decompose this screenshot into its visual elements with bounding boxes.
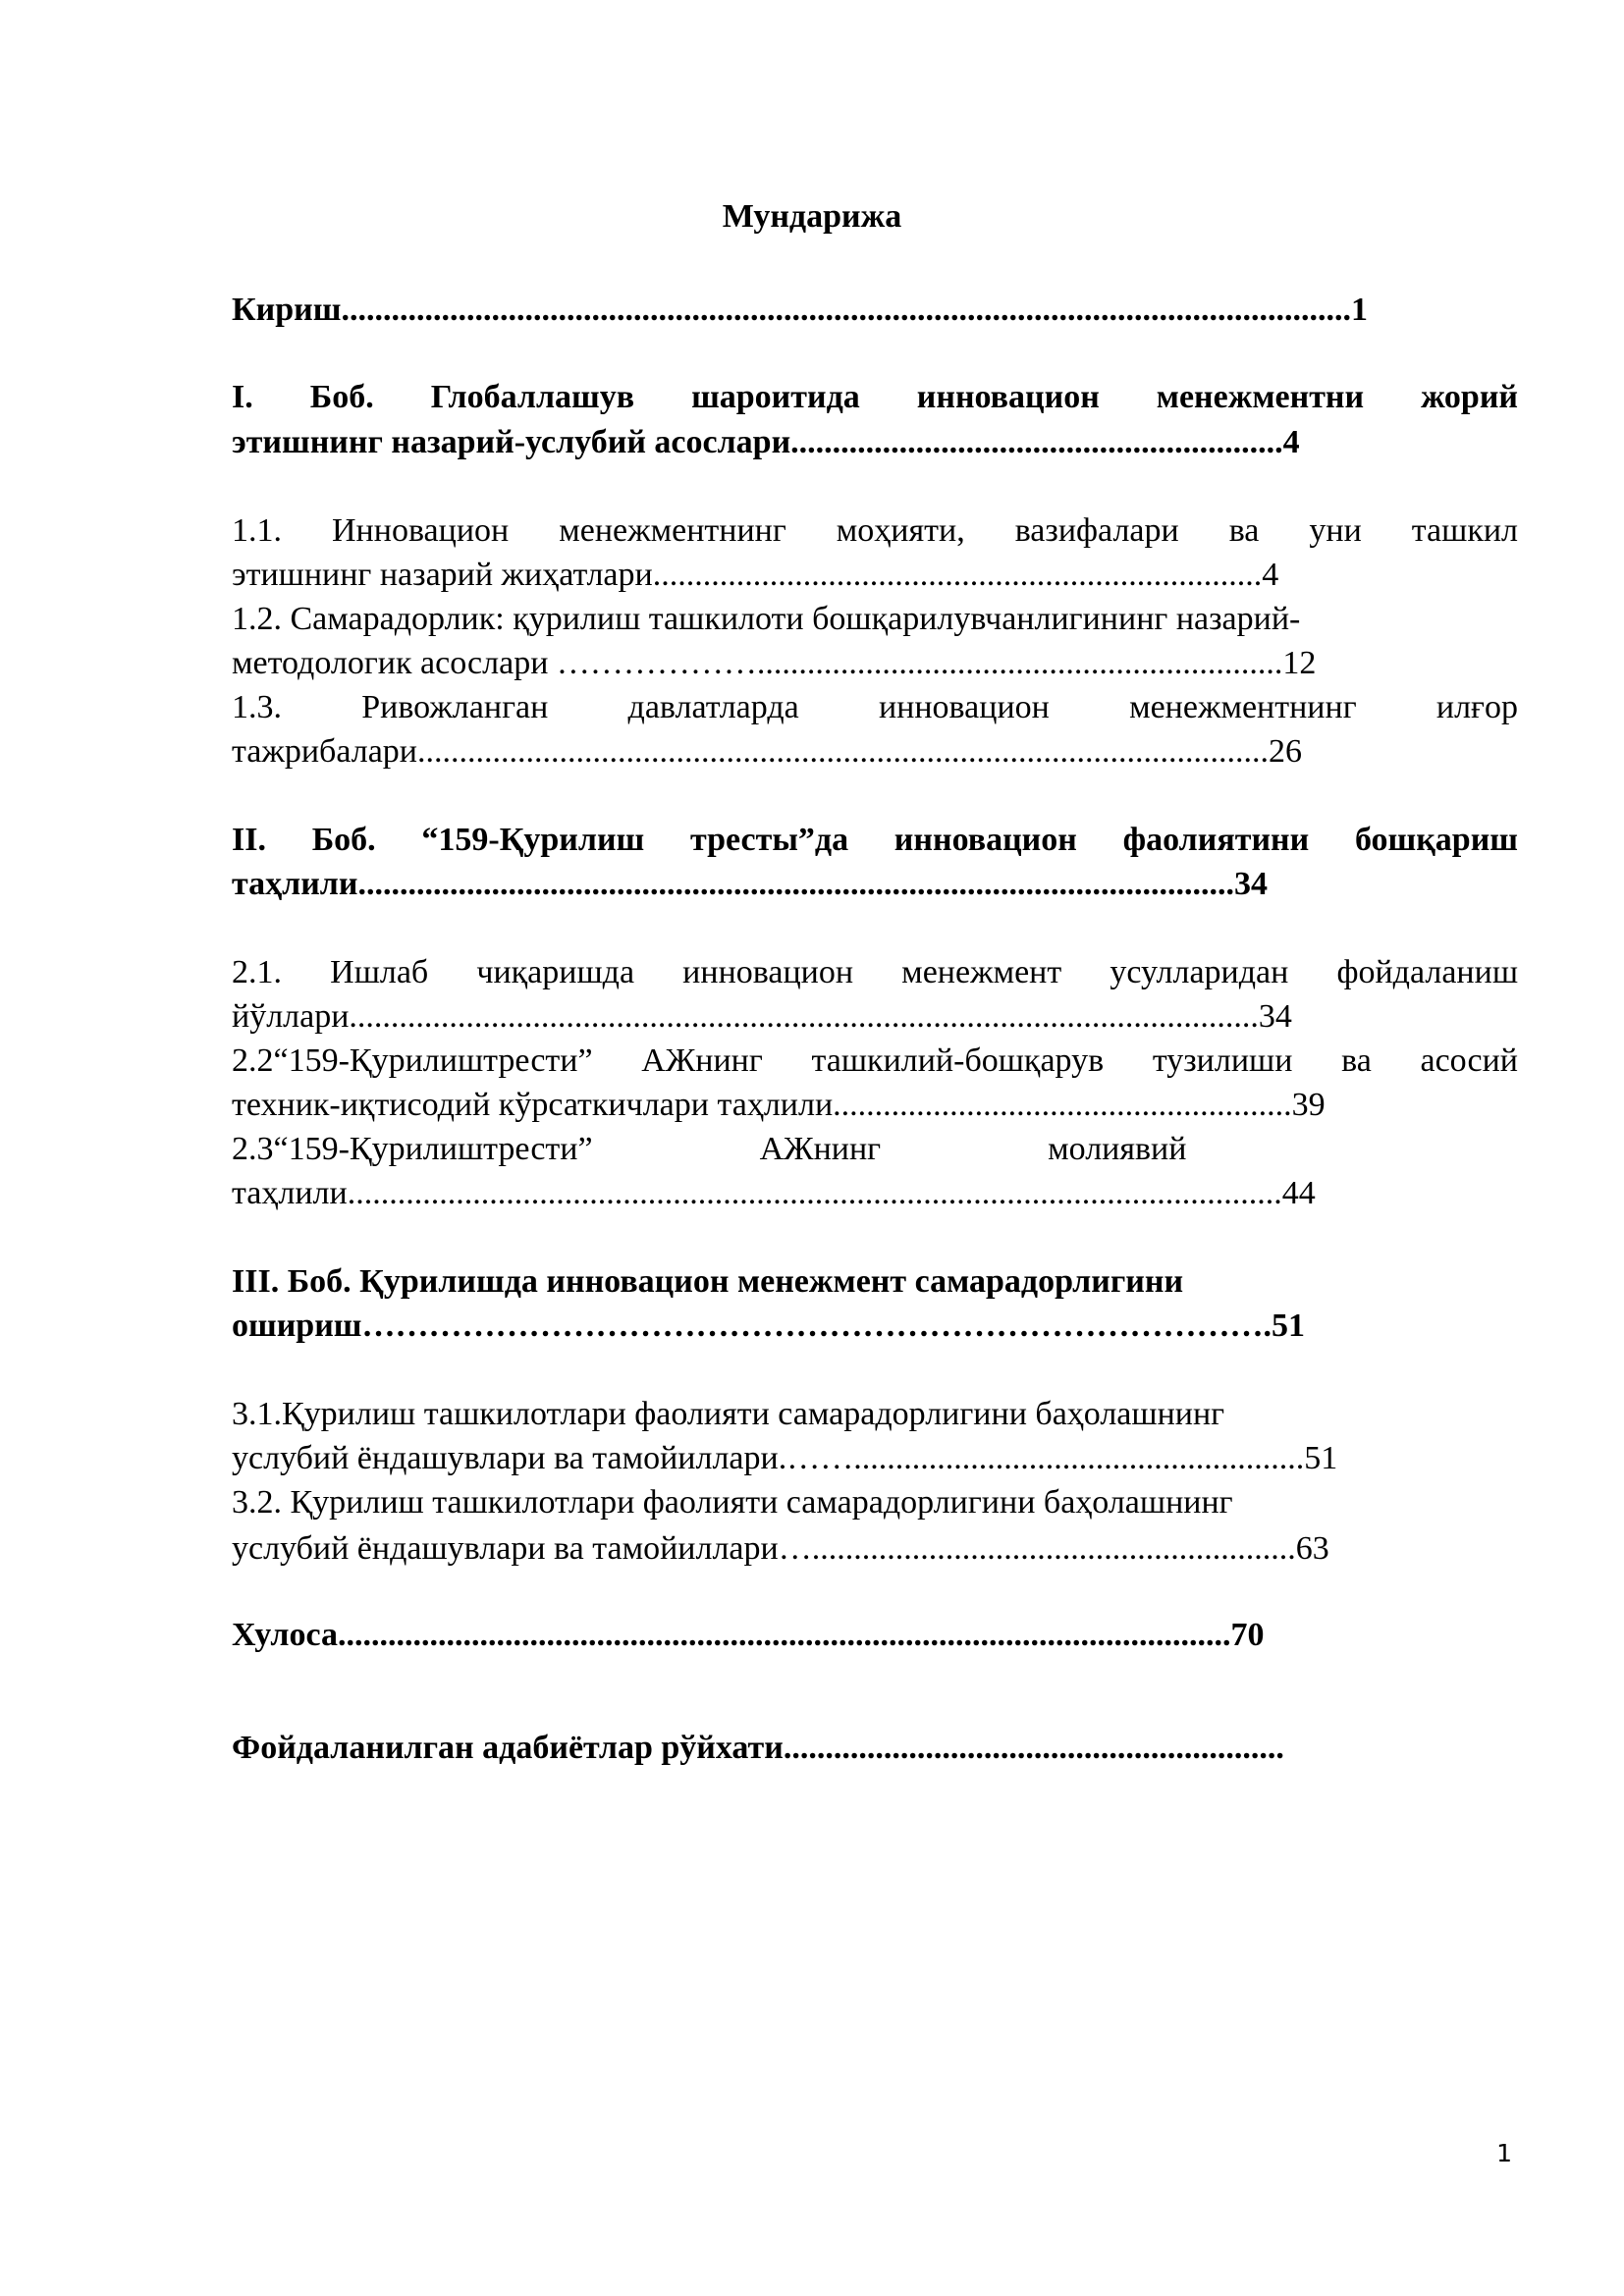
- toc-section-2-1-line-1: 2.1. Ишлаб чиқаришда инновацион менежмент усулларидан фойдаланиш: [232, 954, 1518, 990]
- toc-section-3-1-line-1: 3.1.Қурилиш ташкилотлари фаолияти самарадорлигини баҳолашнинг: [232, 1396, 1225, 1432]
- toc-section-2-1-line-2: йўллари.............................................................................................................34: [232, 998, 1292, 1035]
- toc-section-3-2-line-2: услубий ёндашувлари ва тамойиллари…..........................................................63: [232, 1530, 1329, 1567]
- toc-intro: Кириш.........................................................................................................................1: [232, 292, 1368, 328]
- toc-chapter-1-line-2: этишнинг назарий-услубий асослари...........................................................4: [232, 424, 1300, 460]
- page-title: Мундарижа: [722, 198, 902, 235]
- toc-section-1-2-line-2: методологик асослари ………………...............................................................12: [232, 645, 1317, 681]
- toc-section-1-1-line-1: 1.1. Инновацион менежментнинг моҳияти, вазифалари ва уни ташкил: [232, 512, 1518, 549]
- page-number: 1: [1496, 2139, 1512, 2167]
- toc-section-1-2-line-1: 1.2. Самарадорлик: қурилиш ташкилоти бошқарилувчанлигининг назарий-: [232, 601, 1301, 637]
- toc-chapter-1-line-1: I. Боб. Глобаллашув шароитида инновацион менежментни жорий: [232, 379, 1518, 415]
- toc-conclusion: Хулоса...........................................................................................................70: [232, 1617, 1265, 1653]
- toc-chapter-2-line-2: таҳлили.........................................................................................................34: [232, 866, 1268, 902]
- toc-chapter-2-line-1: II. Боб. “159-Қурилиш тресты”да инновацион фаолиятини бошқариш: [232, 822, 1518, 858]
- toc-section-3-2-line-1: 3.2. Қурилиш ташкилотлари фаолияти самарадорлигини баҳолашнинг: [232, 1484, 1233, 1521]
- toc-section-1-1-line-2: этишнинг назарий жиҳатлари.........................................................................4: [232, 557, 1279, 593]
- toc-section-3-1-line-2: услубий ёндашувлари ва тамойиллари.……......................................................51: [232, 1440, 1338, 1476]
- toc-section-1-3-line-1: 1.3. Ривожланган давлатларда инновацион менежментнинг илғор: [232, 689, 1518, 725]
- toc-chapter-3-line-1: III. Боб. Қурилишда инновацион менежмент самарадорлигини: [232, 1263, 1184, 1300]
- toc-section-2-3-line-2: таҳлили................................................................................................................44: [232, 1175, 1316, 1211]
- toc-section-2-3-line-1: 2.3“159-Қурилиштрести” АЖнинг молиявий: [232, 1131, 1187, 1167]
- toc-section-2-2-line-2: техник-иқтисодий кўрсаткичлари таҳлили.......................................................39: [232, 1087, 1326, 1123]
- toc-chapter-3-line-2: ошириш……………………………………………………………………….51: [232, 1308, 1305, 1344]
- toc-section-2-2-line-1: 2.2“159-Қурилиштрести” АЖнинг ташкилий-бошқарув тузилиши ва асосий: [232, 1042, 1518, 1079]
- toc-references: Фойдаланилган адабиётлар рўйхати............................................................: [232, 1730, 1284, 1766]
- toc-section-1-3-line-2: тажрибалари......................................................................................................26: [232, 733, 1302, 770]
